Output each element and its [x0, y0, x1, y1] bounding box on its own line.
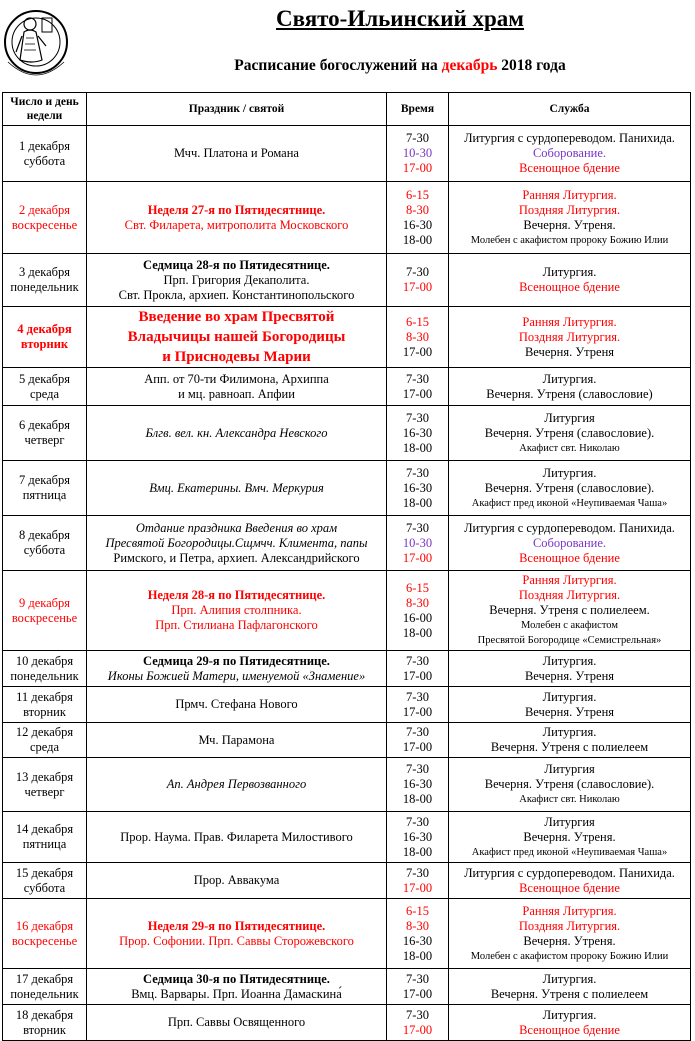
service-cell-line: Поздняя Литургия.: [518, 588, 621, 602]
date-cell-line: пятница: [22, 837, 67, 851]
service-cell: [449, 969, 691, 1005]
date-cell-line: 6 декабря: [18, 418, 71, 432]
service-cell-line: Соборование.: [532, 146, 607, 160]
feast-cell-line: Вмц. Екатерины. Вмч. Меркурия: [149, 480, 324, 495]
date-cell: [3, 899, 87, 969]
date-cell: [3, 516, 87, 571]
time-cell-line: 17-00: [402, 344, 433, 359]
table-row: [3, 969, 691, 1005]
table-row: [3, 516, 691, 571]
feast-cell-line: и мц. равноап. Апфии: [178, 386, 295, 401]
service-cell: [449, 1005, 691, 1041]
service-cell-line: Всенощное бдение: [519, 550, 620, 565]
service-cell-line: Литургия: [544, 410, 595, 425]
service-cell-line: Всенощное бдение: [519, 880, 620, 895]
time-cell-line: 16-30: [402, 829, 433, 844]
date-cell: [3, 723, 87, 758]
date-cell: [3, 863, 87, 899]
page-title: Свято-Ильинский храм: [276, 6, 524, 31]
date-cell-line: 10 декабря: [15, 653, 74, 668]
time-cell-line: 8-30: [406, 918, 429, 933]
time-cell: [387, 307, 449, 368]
time-cell-line: 7-30: [406, 725, 429, 739]
date-cell-line: воскресенье: [11, 933, 78, 948]
service-cell-line: Соборование.: [532, 535, 607, 550]
service-cell-line: Литургия.: [542, 725, 597, 739]
feast-cell-line: Неделя 28-я по Пятидесятнице.: [147, 588, 326, 602]
feast-cell-line: Прп. Стилиана Пафлагонского: [155, 618, 318, 632]
date-cell-line: понедельник: [10, 280, 79, 294]
date-cell-line: 16 декабря: [15, 918, 74, 933]
service-cell-line: Литургия с сурдопереводом. Панихида.: [464, 865, 675, 880]
service-cell-line: Молебен с акафистом пророку Божию Илии: [470, 950, 669, 962]
service-cell-line: Ранняя Литургия.: [522, 903, 617, 918]
service-cell-line: Ранняя Литургия.: [522, 187, 617, 202]
service-cell-line: Всенощное бдение: [519, 1022, 620, 1037]
date-cell-line: среда: [29, 740, 60, 754]
date-cell: [3, 969, 87, 1005]
feast-cell-line: Седмица 29-я по Пятидесятнице.: [143, 653, 330, 668]
table-row: [3, 307, 691, 368]
date-cell: [3, 651, 87, 687]
service-cell-line: Литургия с сурдопереводом. Панихида.: [464, 520, 675, 535]
time-cell: [387, 516, 449, 571]
date-cell: [3, 1005, 87, 1041]
service-cell-line: Пресвятой Богородице «Семистрельная»: [477, 635, 662, 646]
service-cell: [449, 182, 691, 254]
subtitle-month: декабрь: [441, 57, 498, 74]
date-cell-line: воскресенье: [11, 217, 78, 232]
feast-cell: [87, 1005, 387, 1041]
feast-cell-line: Прп. Саввы Освященного: [167, 1015, 306, 1029]
table-header-row: [3, 93, 691, 126]
table-row: [3, 368, 691, 406]
time-cell-line: 16-30: [402, 217, 433, 232]
feast-cell-line: Ап. Андрея Первозванного: [166, 777, 307, 791]
time-cell-line: 16-30: [402, 480, 433, 495]
feast-cell-line: Прп. Григория Декаполита.: [163, 272, 310, 287]
service-cell-line: Акафист пред иконой «Неупиваемая Чаша»: [471, 846, 668, 858]
service-cell-line: Вечерня. Утреня (славословие).: [484, 425, 655, 440]
header-feast: Праздник / святой: [87, 93, 387, 126]
service-cell: [449, 307, 691, 368]
feast-cell-line: Мч. Парамона: [198, 732, 275, 747]
service-cell-line: Литургия с сурдопереводом. Панихида.: [464, 131, 675, 145]
time-cell: [387, 254, 449, 307]
time-cell-line: 17-00: [402, 668, 433, 683]
service-cell-line: Акафист свт. Николаю: [519, 442, 620, 454]
date-cell-line: вторник: [23, 704, 66, 719]
time-cell-line: 7-30: [406, 814, 429, 829]
feast-cell: [87, 516, 387, 571]
time-cell: [387, 812, 449, 863]
subtitle-prefix: Расписание богослужений на: [234, 57, 438, 74]
service-cell-line: Литургия.: [542, 689, 597, 704]
service-cell-line: Вечерня. Утреня: [524, 668, 615, 683]
service-cell-line: Всенощное бдение: [519, 280, 620, 294]
feast-cell: [87, 461, 387, 516]
feast-cell: [87, 307, 387, 368]
date-cell-line: 18 декабря: [15, 1007, 74, 1022]
time-cell: [387, 969, 449, 1005]
time-cell-line: 17-00: [402, 740, 433, 754]
service-cell: [449, 368, 691, 406]
feast-cell: [87, 126, 387, 182]
time-cell: [387, 126, 449, 182]
service-cell: [449, 899, 691, 969]
service-cell-line: Вечерня. Утреня с полиелеем.: [489, 603, 650, 617]
date-cell-line: суббота: [23, 153, 66, 168]
table-row: [3, 863, 691, 899]
time-cell-line: 17-00: [402, 880, 433, 895]
service-cell-line: Литургия.: [542, 371, 597, 386]
date-cell: [3, 461, 87, 516]
table-row: [3, 758, 691, 812]
date-cell: [3, 812, 87, 863]
table-row: [3, 126, 691, 182]
feast-cell: [87, 406, 387, 461]
date-cell-line: 12 декабря: [15, 725, 74, 739]
feast-cell: [87, 254, 387, 307]
table-row: [3, 899, 691, 969]
date-cell-line: четверг: [24, 433, 65, 447]
time-cell-line: 18-00: [402, 232, 433, 247]
service-cell: [449, 812, 691, 863]
time-cell-line: 16-30: [402, 933, 433, 948]
service-cell: [449, 687, 691, 723]
time-cell-line: 18-00: [402, 495, 433, 510]
date-cell-line: 17 декабря: [15, 971, 74, 986]
service-cell-line: Вечерня. Утреня.: [523, 217, 616, 232]
service-cell-line: Вечерня. Утреня (славословие): [486, 386, 653, 401]
service-cell: [449, 863, 691, 899]
time-cell-line: 16-30: [402, 425, 433, 440]
service-cell-line: Вечерня. Утреня с полиелеем: [490, 986, 649, 1001]
time-cell-line: 18-00: [402, 440, 433, 455]
service-cell-line: Всенощное бдение: [519, 161, 620, 175]
feast-cell: [87, 687, 387, 723]
feast-cell-line: Седмица 28-я по Пятидесятнице.: [143, 257, 330, 272]
service-cell-line: Вечерня. Утреня: [524, 344, 615, 359]
service-cell-line: Акафист пред иконой «Неупиваемая Чаша»: [471, 497, 668, 509]
date-cell: [3, 687, 87, 723]
time-cell-line: 7-30: [406, 865, 429, 880]
date-cell-line: четверг: [24, 784, 65, 799]
time-cell-line: 18-00: [402, 625, 433, 640]
time-cell-line: 7-30: [406, 410, 429, 425]
time-cell-line: 7-30: [406, 762, 429, 776]
header-date: Число и день недели: [3, 93, 87, 126]
service-cell: [449, 254, 691, 307]
date-cell-line: 15 декабря: [15, 865, 74, 880]
date-cell-line: среда: [29, 386, 60, 401]
time-cell: [387, 723, 449, 758]
feast-cell-line: Прор. Софонии. Прп. Саввы Сторожевского: [119, 933, 354, 948]
feast-cell-line: Апп. от 70-ти Филимона, Архиппа: [144, 371, 329, 386]
date-cell-line: 4 декабря: [17, 322, 72, 336]
service-cell-line: Акафист свт. Николаю: [519, 794, 620, 805]
time-cell: [387, 1005, 449, 1041]
feast-cell: [87, 758, 387, 812]
time-cell-line: 18-00: [402, 792, 433, 806]
feast-cell-line: Прп. Алипия столпника.: [171, 603, 302, 617]
date-cell-line: 14 декабря: [15, 822, 74, 836]
date-cell-line: вторник: [23, 1022, 66, 1037]
service-cell-line: Вечерня. Утреня.: [523, 933, 616, 948]
time-cell: [387, 368, 449, 406]
feast-cell-line: Мчч. Платона и Романа: [174, 146, 299, 160]
time-cell-line: 8-30: [406, 595, 429, 610]
service-cell: [449, 406, 691, 461]
service-cell-line: Литургия.: [542, 465, 597, 480]
date-cell: [3, 406, 87, 461]
service-cell: [449, 571, 691, 651]
time-cell-line: 6-15: [406, 580, 429, 595]
time-cell-line: 7-30: [406, 465, 429, 480]
time-cell-line: 7-30: [406, 371, 429, 386]
time-cell-line: 17-00: [402, 161, 433, 175]
time-cell: [387, 571, 449, 651]
time-cell-line: 8-30: [406, 202, 429, 217]
date-cell: [3, 571, 87, 651]
date-cell-line: пятница: [22, 488, 67, 502]
date-cell-line: понедельник: [10, 668, 79, 683]
table-row: [3, 651, 691, 687]
time-cell-line: 17-00: [402, 986, 433, 1001]
time-cell-line: 18-00: [402, 844, 433, 859]
table-row: [3, 687, 691, 723]
header-time: Время: [387, 93, 449, 126]
feast-cell: [87, 723, 387, 758]
feast-cell-line: Иконы Божией Матери, именуемой «Знамение»: [107, 668, 366, 683]
date-cell-line: 7 декабря: [18, 473, 71, 487]
feast-cell-line: Неделя 27-я по Пятидесятнице.: [147, 202, 326, 217]
feast-cell-line: Пресвятой Богородицы.Сщмчч. Климента, папы: [105, 535, 368, 550]
date-cell-line: понедельник: [10, 986, 79, 1001]
date-cell-line: воскресенье: [11, 610, 78, 625]
time-cell-line: 17-00: [402, 550, 433, 565]
header-service: Служба: [449, 93, 691, 126]
time-cell-line: 7-30: [406, 520, 429, 535]
date-cell: [3, 368, 87, 406]
service-cell-line: Литургия.: [542, 653, 597, 668]
date-cell: [3, 254, 87, 307]
service-cell-line: Ранняя Литургия.: [522, 573, 617, 587]
time-cell-line: 7-30: [406, 1007, 429, 1022]
service-cell: [449, 126, 691, 182]
time-cell-line: 18-00: [402, 948, 433, 963]
date-cell-line: суббота: [23, 880, 66, 895]
service-cell-line: Литургия: [544, 814, 595, 829]
feast-cell-line: Свт. Филарета, митрополита Московского: [124, 217, 349, 232]
service-cell-line: Литургия.: [542, 1007, 597, 1022]
feast-cell-line: Неделя 29-я по Пятидесятнице.: [147, 918, 326, 933]
date-cell-line: 11 декабря: [16, 689, 73, 704]
table-row: [3, 461, 691, 516]
time-cell-line: 6-15: [406, 187, 429, 202]
time-cell-line: 7-30: [406, 971, 429, 986]
feast-cell-line: Свт. Прокла, архиеп. Константинопольского: [118, 287, 355, 302]
table-row: [3, 812, 691, 863]
feast-cell-line: Седмица 30-я по Пятидесятнице.: [143, 971, 330, 986]
service-cell: [449, 516, 691, 571]
time-cell-line: 17-00: [402, 1022, 433, 1037]
time-cell: [387, 899, 449, 969]
feast-cell-line: Вмц. Варвары. Прп. Иоанна Дамаскина́: [131, 986, 342, 1001]
feast-cell-line: Отдание праздника Введения во храм: [135, 520, 338, 535]
time-cell: [387, 182, 449, 254]
time-cell-line: 7-30: [406, 131, 429, 145]
time-cell: [387, 758, 449, 812]
feast-cell: [87, 571, 387, 651]
date-cell-line: 3 декабря: [18, 265, 71, 279]
date-cell-line: 9 декабря: [18, 595, 71, 610]
service-cell-line: Поздняя Литургия.: [518, 202, 621, 217]
service-cell-line: Вечерня. Утреня с полиелеем: [490, 740, 649, 754]
date-cell-line: вторник: [20, 337, 69, 351]
date-cell-line: 2 декабря: [18, 202, 71, 217]
service-cell-line: Вечерня. Утреня.: [523, 829, 616, 844]
date-cell-line: 5 декабря: [18, 371, 71, 386]
time-cell-line: 16-30: [402, 777, 433, 791]
service-cell: [449, 651, 691, 687]
date-cell: [3, 126, 87, 182]
time-cell-line: 10-30: [402, 535, 433, 550]
feast-cell: [87, 899, 387, 969]
date-cell-line: 1 декабря: [18, 138, 71, 153]
service-cell-line: Молебен с акафистом: [521, 620, 618, 631]
table-row: [3, 723, 691, 758]
table-row: [3, 182, 691, 254]
time-cell-line: 7-30: [406, 265, 429, 279]
service-cell: [449, 723, 691, 758]
service-cell-line: Литургия: [544, 762, 595, 776]
date-cell-line: 13 декабря: [15, 769, 74, 784]
feast-cell: [87, 182, 387, 254]
table-row: [3, 406, 691, 461]
table-row: [3, 254, 691, 307]
service-cell-line: Молебен с акафистом пророку Божию Илии: [470, 234, 669, 246]
feast-cell-line: Владычицы нашей Богородицы: [127, 329, 346, 345]
time-cell: [387, 863, 449, 899]
date-cell-line: суббота: [23, 543, 66, 557]
feast-cell: [87, 863, 387, 899]
time-cell-line: 7-30: [406, 689, 429, 704]
service-cell-line: Литургия.: [542, 971, 597, 986]
service-cell: [449, 758, 691, 812]
time-cell: [387, 687, 449, 723]
feast-cell-line: Прмч. Стефана Нового: [175, 697, 298, 711]
time-cell-line: 17-00: [402, 704, 433, 719]
table-row: [3, 1005, 691, 1041]
service-cell: [449, 461, 691, 516]
service-cell-line: Поздняя Литургия.: [518, 329, 621, 344]
service-cell-line: Поздняя Литургия.: [518, 918, 621, 933]
table-row: [3, 571, 691, 651]
feast-cell-line: Прор. Аввакума: [193, 873, 280, 887]
time-cell-line: 17-00: [402, 386, 433, 401]
time-cell-line: 8-30: [406, 329, 429, 344]
time-cell: [387, 406, 449, 461]
date-cell: [3, 758, 87, 812]
time-cell: [387, 651, 449, 687]
time-cell-line: 17-00: [402, 280, 433, 294]
date-cell: [3, 307, 87, 368]
service-cell-line: Вечерня. Утреня: [524, 704, 615, 719]
time-cell: [387, 461, 449, 516]
service-cell-line: Литургия.: [542, 265, 597, 279]
feast-cell-line: Блгв. вел. кн. Александра Невского: [145, 425, 328, 440]
time-cell-line: 10-30: [402, 146, 433, 160]
service-cell-line: Вечерня. Утреня (славословие).: [484, 777, 655, 791]
date-cell-line: 8 декабря: [18, 528, 71, 542]
feast-cell: [87, 368, 387, 406]
schedule-subtitle: [0, 57, 695, 75]
time-cell-line: 7-30: [406, 653, 429, 668]
feast-cell-line: Прор. Наума. Прав. Филарета Милостивого: [120, 829, 353, 844]
feast-cell-line: Римского, и Петра, архиеп. Александрийского: [113, 550, 360, 565]
feast-cell-line: и Приснодевы Марии: [162, 349, 311, 365]
feast-cell: [87, 651, 387, 687]
date-cell: [3, 182, 87, 254]
feast-cell: [87, 969, 387, 1005]
subtitle-suffix: 2018 года: [501, 57, 566, 74]
schedule-table: [2, 92, 691, 1041]
service-cell-line: Ранняя Литургия.: [522, 314, 617, 329]
service-cell-line: Вечерня. Утреня (славословие).: [484, 480, 655, 495]
time-cell-line: 6-15: [406, 314, 429, 329]
time-cell-line: 6-15: [406, 903, 429, 918]
feast-cell: [87, 812, 387, 863]
feast-cell-line: Введение во храм Пресвятой: [138, 309, 335, 325]
time-cell-line: 16-00: [402, 610, 433, 625]
